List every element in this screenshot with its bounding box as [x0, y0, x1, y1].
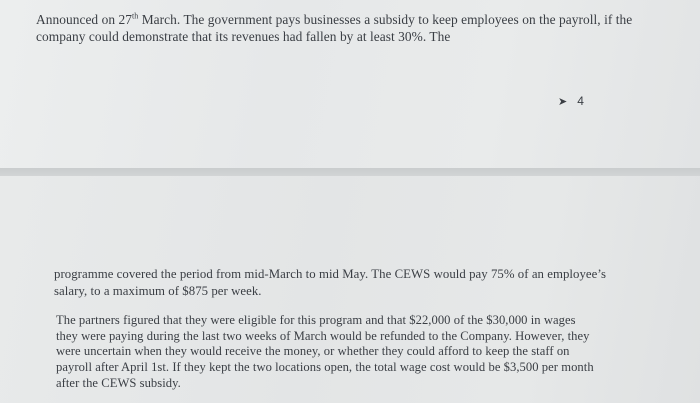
cursor-arrow-icon: ➤	[558, 96, 568, 108]
paragraph-announcement-start: Announced on 27	[36, 12, 132, 27]
ordinal-suffix: th	[131, 11, 139, 21]
paragraph-announcement-rest: March. The government pays businesses a subsidy to keep employees on the payroll, if the company could demonstrate that its revenues had fallen by at least 30%. The	[36, 12, 633, 44]
paragraph-programme: programme covered the period from mid-March to mid May. The CEWS would pay 75% of an employee’s salary, to a maximum of $875 per week.	[54, 267, 607, 298]
page-divider	[0, 168, 700, 176]
page-number: 4	[577, 94, 584, 108]
page-marker[interactable]	[558, 94, 584, 108]
paragraph-partners: The partners figured that they were eligible for this program and that $22,000 of the $30,000 in wages they were paying during the last two weeks of March would be refunded to the Company. However, they were uncertain when they would receive the money, or whether they could afford to keep the staff on payroll after April 1st. If they kept the two locations open, the total wage cost would be $3,500 per month after the CEWS subsidy.	[56, 313, 594, 390]
paragraph-announcement	[36, 11, 636, 45]
